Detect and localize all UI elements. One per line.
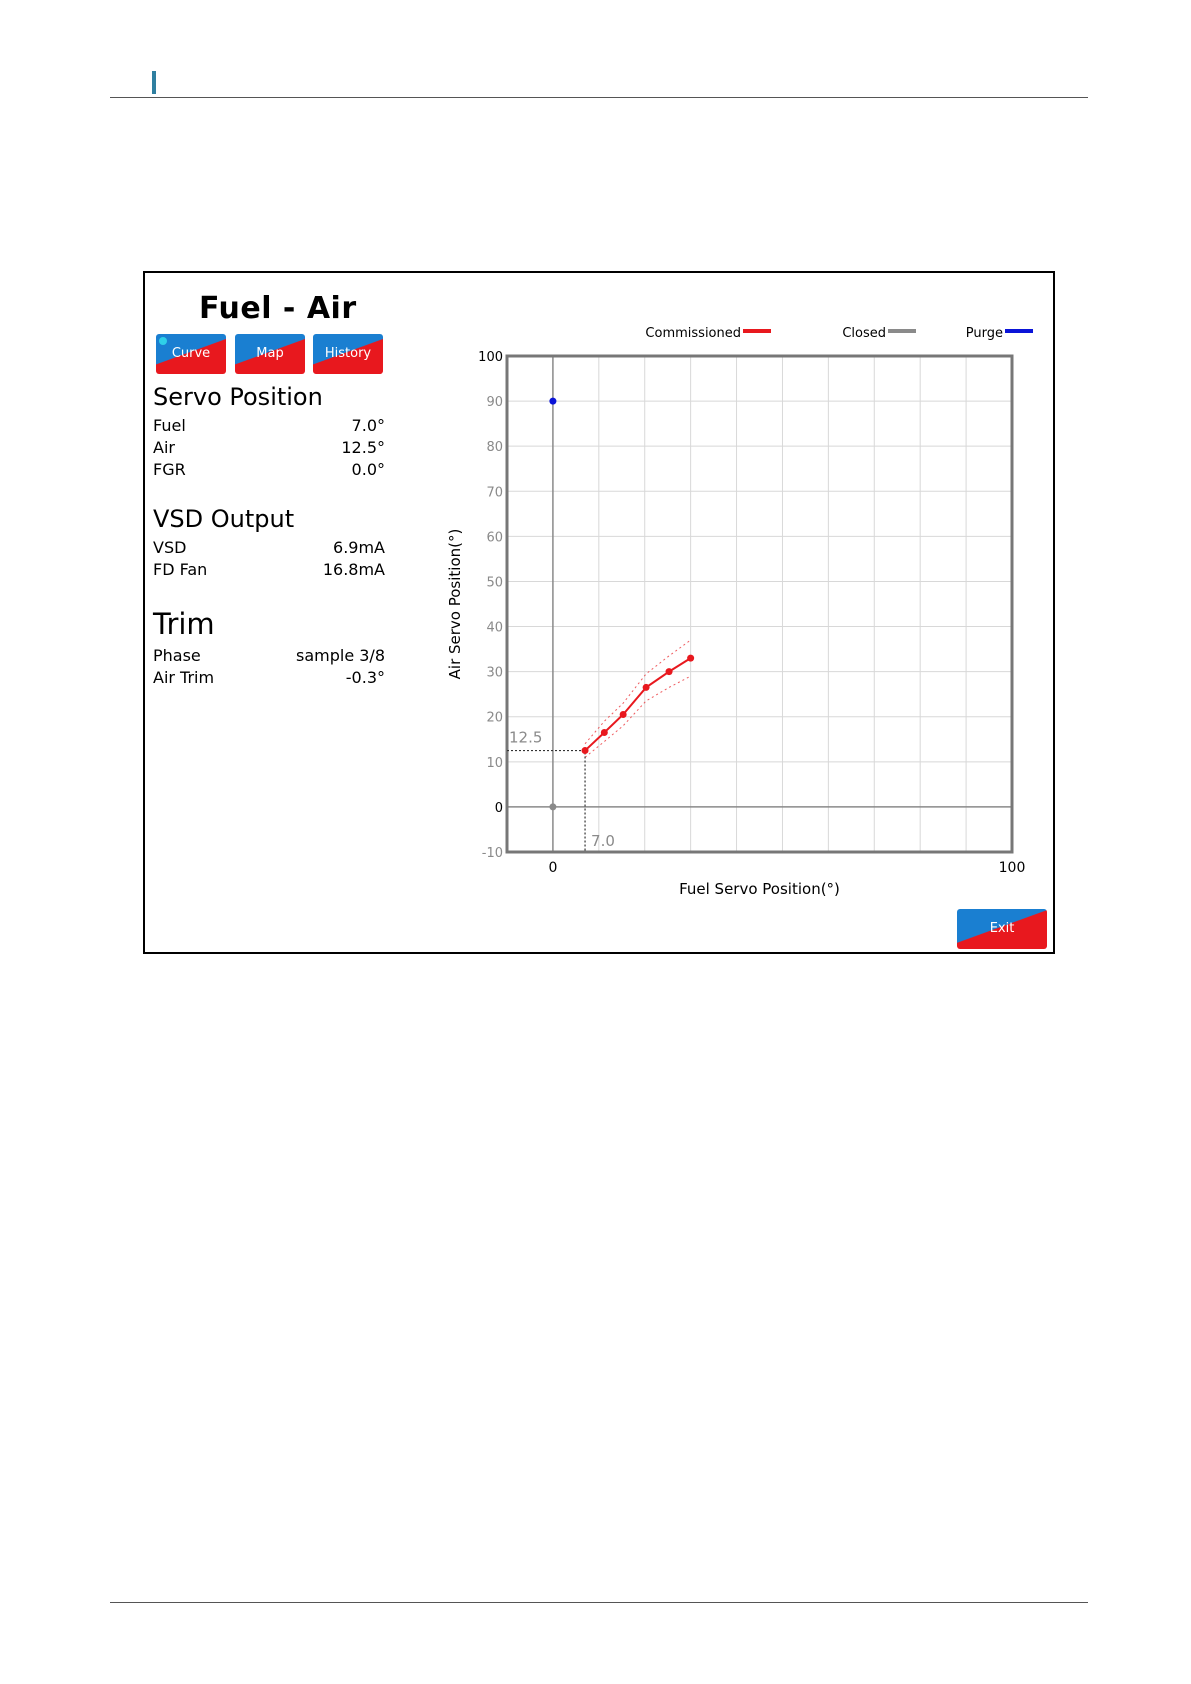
y-tick-label: -10 [481, 846, 503, 861]
legend-label: Purge [965, 326, 1003, 341]
map-button-label: Map [256, 346, 284, 361]
data-point-commissioned [582, 747, 589, 754]
row-value: 6.9mA [333, 538, 385, 557]
history-button-label: History [324, 346, 372, 361]
row-value: 7.0° [351, 416, 385, 435]
y-axis-label: Air Servo Position(°) [446, 528, 464, 680]
y-tick-label: 100 [478, 350, 503, 365]
y-tick-label: 20 [486, 710, 503, 726]
page-accent-mark [152, 71, 156, 94]
page-title: Fuel - Air [199, 291, 357, 326]
footer-rule [110, 1602, 1088, 1603]
row-label: VSD [153, 538, 187, 557]
y-tick-label: 50 [486, 575, 503, 591]
row-value: 12.5° [341, 438, 385, 457]
row-label: FGR [153, 460, 186, 479]
row-label: Air Trim [153, 668, 215, 687]
legend-swatch [888, 329, 916, 333]
y-tick-label: 70 [486, 485, 503, 501]
hmi-screen [143, 271, 1055, 954]
data-point-commissioned [666, 668, 673, 675]
legend-label: Commissioned [645, 326, 741, 341]
y-tick-label: 10 [486, 755, 503, 771]
row-value: 0.0° [351, 460, 385, 479]
data-point-commissioned [620, 711, 627, 718]
data-point-commissioned [601, 729, 608, 736]
vsd-output-heading: VSD Output [153, 505, 295, 533]
curve-button-label: Curve [171, 346, 211, 361]
data-point-commissioned [687, 655, 694, 662]
tolerance-band-upper [585, 640, 691, 744]
row-label: FD Fan [153, 560, 208, 579]
data-point-closed [549, 803, 556, 810]
data-point-purge [549, 398, 556, 405]
y-tick-label: 60 [486, 530, 503, 546]
row-label: Phase [153, 646, 201, 665]
y-tick-label: 90 [486, 395, 503, 411]
x-tick-label: 0 [548, 860, 558, 876]
plot-frame [507, 356, 1012, 852]
x-tick-label: 100 [998, 860, 1026, 876]
row-value: 16.8mA [322, 560, 385, 579]
cursor-x-label: 7.0 [591, 832, 615, 850]
row-value: sample 3/8 [295, 646, 385, 665]
y-tick-label: 0 [494, 800, 503, 816]
x-axis-label: Fuel Servo Position(°) [679, 880, 840, 898]
legend-label: Closed [842, 326, 886, 341]
header-rule [110, 97, 1088, 98]
row-label: Fuel [153, 416, 186, 435]
data-point-commissioned [643, 684, 650, 691]
exit-button-label: Exit [989, 921, 1015, 936]
y-tick-label: 80 [486, 440, 503, 456]
servo-position-heading: Servo Position [153, 383, 323, 411]
y-tick-label: 40 [486, 620, 503, 636]
row-value: -0.3° [345, 668, 385, 687]
y-tick-label: 30 [486, 665, 503, 681]
cursor-crosshair [507, 751, 585, 852]
trim-heading: Trim [153, 607, 215, 641]
legend-swatch [743, 329, 771, 333]
row-label: Air [153, 438, 175, 457]
legend-swatch [1005, 329, 1033, 333]
fuel-air-chart [145, 273, 1053, 952]
exit-button[interactable] [957, 909, 1047, 949]
cursor-y-label: 12.5 [509, 728, 543, 747]
